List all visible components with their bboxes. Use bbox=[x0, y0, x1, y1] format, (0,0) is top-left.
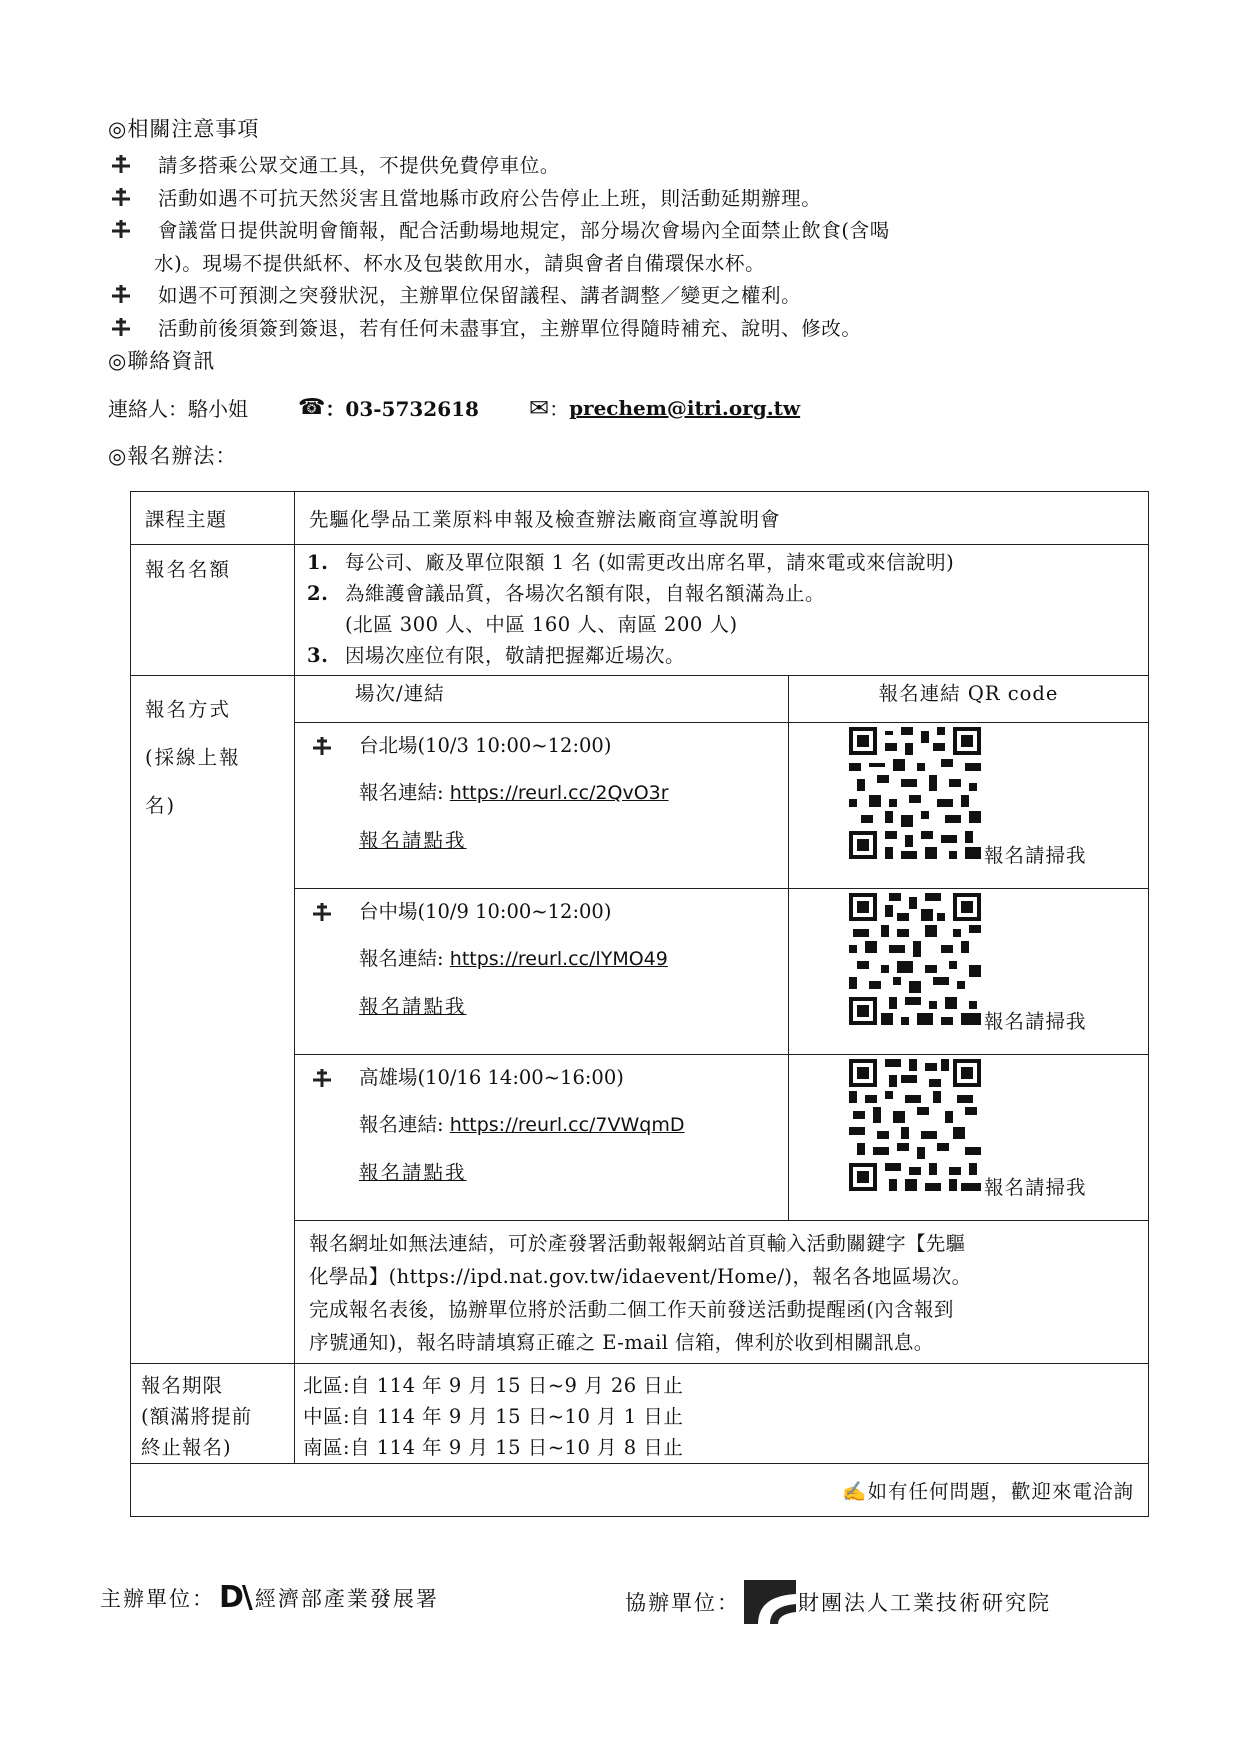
note-item bbox=[110, 313, 1110, 346]
course-name: 先驅化學品工業原料申報及檢查辦法廠商宣導說明會 bbox=[295, 492, 1149, 545]
info-line: 序號通知)，報名時請填寫正確之 E-mail 信箱，俾利於收到相關訊息。 bbox=[309, 1331, 934, 1354]
itri-logo-icon bbox=[744, 1580, 796, 1624]
course-label: 課程主題 bbox=[131, 492, 295, 545]
co-name: 財團法人工業技術研究院 bbox=[798, 1591, 1051, 1615]
scan-to-register-label: 報名請掃我 bbox=[984, 1176, 1087, 1199]
pin-bullet-icon bbox=[311, 1067, 333, 1089]
period-row bbox=[131, 1364, 1149, 1464]
session-url-link[interactable]: https://reurl.cc/7VWqmD bbox=[449, 1114, 685, 1136]
session-name: 台中場(10/9 10:00~12:00) bbox=[359, 900, 612, 923]
note-text: 活動前後須簽到簽退，若有任何未盡事宜，主辦單位得隨時補充、說明、修改。 bbox=[158, 316, 862, 340]
session-cell bbox=[295, 723, 789, 889]
quota-text: 為維護會議品質，各場次名額有限，自報名額滿為止。 bbox=[345, 582, 826, 605]
note-item bbox=[110, 280, 1110, 313]
contact-colon: ： bbox=[549, 397, 570, 421]
period-label-line: (額滿將提前 bbox=[141, 1405, 253, 1428]
qr-cell bbox=[789, 723, 1149, 889]
phone-icon: ☎ bbox=[298, 395, 326, 420]
info-line: 報名網址如無法連結，可於產發署活動報報網站首頁輸入活動關鍵字【先驅 bbox=[309, 1232, 966, 1255]
scan-to-register-label: 報名請掃我 bbox=[984, 844, 1087, 867]
method-header-row bbox=[131, 676, 1149, 723]
host-name: 經濟部產業發展署 bbox=[254, 1586, 439, 1611]
method-label bbox=[131, 676, 295, 1364]
contact-person: 連絡人：駱小姐 bbox=[108, 397, 248, 421]
qr-cell bbox=[789, 1055, 1149, 1221]
period-label-line: 終止報名) bbox=[141, 1436, 232, 1459]
col-qr-header: 報名連結 QR code bbox=[789, 676, 1149, 723]
period-label bbox=[131, 1364, 295, 1464]
registration-table bbox=[130, 491, 1149, 1517]
course-row bbox=[131, 492, 1149, 545]
co-organizer bbox=[625, 1580, 1051, 1624]
note-text: 活動如遇不可抗天然災害且當地縣市政府公告停止上班，則活動延期辦理。 bbox=[158, 186, 822, 210]
quota-item bbox=[295, 547, 1148, 578]
footer-note-row bbox=[131, 1464, 1149, 1517]
contact-phone: ：03-5732618 bbox=[325, 397, 479, 421]
method-label-line: (採線上報 bbox=[145, 746, 241, 769]
note-item bbox=[110, 150, 1110, 183]
qr-code-icon[interactable] bbox=[849, 1059, 981, 1191]
quota-row bbox=[131, 545, 1149, 676]
session-link-line bbox=[359, 1108, 685, 1142]
period-cell bbox=[295, 1364, 1149, 1464]
quota-text: 每公司、廠及單位限額 1 名 (如需更改出席名單，請來電或來信說明) bbox=[345, 551, 955, 574]
period-line: 北區:自 114 年 9 月 15 日~9 月 26 日止 bbox=[303, 1374, 684, 1397]
scan-to-register-label: 報名請掃我 bbox=[984, 1010, 1087, 1033]
method-label-line: 名) bbox=[145, 794, 177, 817]
notes-title: ◎相關注意事項 bbox=[108, 117, 260, 141]
col-session-header: 場次/連結 bbox=[295, 676, 789, 723]
quota-item bbox=[295, 578, 1148, 609]
session-link-line bbox=[359, 942, 668, 976]
session-cell bbox=[295, 889, 789, 1055]
period-line: 南區:自 114 年 9 月 15 日~10 月 8 日止 bbox=[303, 1436, 684, 1459]
pin-bullet-icon bbox=[110, 218, 132, 240]
quota-label: 報名名額 bbox=[131, 545, 295, 676]
note-item bbox=[110, 215, 1110, 248]
pin-bullet-icon bbox=[110, 186, 132, 208]
note-text: 如遇不可預測之突發狀況，主辦單位保留議程、講者調整／變更之權利。 bbox=[158, 284, 802, 307]
link-label: 報名連結: bbox=[359, 1113, 450, 1136]
quota-num: 3. bbox=[307, 644, 329, 667]
session-url-link[interactable]: https://reurl.cc/lYMO49 bbox=[449, 948, 668, 970]
qr-code-icon[interactable] bbox=[849, 727, 981, 859]
pin-bullet-icon bbox=[110, 316, 132, 338]
quota-num: 1. bbox=[307, 551, 329, 574]
click-to-register-link[interactable]: 報名請點我 bbox=[359, 1161, 467, 1184]
notes-list bbox=[110, 150, 1110, 345]
link-label: 報名連結: bbox=[359, 947, 450, 970]
quota-item bbox=[295, 640, 1148, 671]
info-cell bbox=[295, 1221, 1149, 1364]
session-cell bbox=[295, 1055, 789, 1221]
host-label: 主辦單位： bbox=[100, 1586, 215, 1611]
co-label: 協辦單位： bbox=[625, 1591, 740, 1615]
note-text: 會議當日提供說明會簡報，配合活動場地規定，部分場次會場內全面禁止飲食(含喝 bbox=[158, 219, 890, 242]
period-label-line: 報名期限 bbox=[141, 1374, 224, 1397]
registration-title: ◎報名辦法： bbox=[108, 444, 238, 468]
qr-cell bbox=[789, 889, 1149, 1055]
quota-text: 因場次座位有限，敬請把握鄰近場次。 bbox=[345, 644, 686, 667]
note-text: 水)。現場不提供紙杯、杯水及包裝飲用水，請與會者自備環保水杯。 bbox=[154, 251, 766, 275]
session-link-line bbox=[359, 776, 669, 810]
session-name: 台北場(10/3 10:00~12:00) bbox=[359, 734, 612, 757]
quota-text: (北區 300 人、中區 160 人、南區 200 人) bbox=[345, 613, 738, 636]
contact-title: ◎聯絡資訊 bbox=[108, 349, 216, 373]
info-line: 完成報名表後，協辦單位將於活動二個工作天前發送活動提醒函(內含報到 bbox=[309, 1298, 954, 1321]
note-text: 請多搭乘公眾交通工具，不提供免費停車位。 bbox=[158, 154, 561, 177]
footer-note: ✍如有任何問題，歡迎來電洽詢 bbox=[131, 1464, 1149, 1517]
mail-icon: ✉ bbox=[528, 393, 550, 422]
pin-bullet-icon bbox=[110, 153, 132, 175]
contact-row bbox=[108, 393, 800, 422]
info-line: 化學品】(https://ipd.nat.gov.tw/idaevent/Home/)，報名各地區場次。 bbox=[309, 1265, 972, 1288]
session-name: 高雄場(10/16 14:00~16:00) bbox=[359, 1066, 624, 1089]
pin-bullet-icon bbox=[311, 901, 333, 923]
host-organizer bbox=[100, 1580, 439, 1615]
host-logo: D\ bbox=[219, 1580, 251, 1615]
contact-email-link[interactable]: prechem@itri.org.tw bbox=[569, 395, 801, 420]
click-to-register-link[interactable]: 報名請點我 bbox=[359, 829, 467, 852]
period-line: 中區:自 114 年 9 月 15 日~10 月 1 日止 bbox=[303, 1405, 684, 1428]
qr-code-icon[interactable] bbox=[849, 893, 981, 1025]
method-label-line: 報名方式 bbox=[145, 698, 232, 721]
quota-item bbox=[295, 609, 1148, 640]
note-item-continued bbox=[110, 248, 1110, 281]
click-to-register-link[interactable]: 報名請點我 bbox=[359, 995, 467, 1018]
pin-bullet-icon bbox=[311, 735, 333, 757]
pin-bullet-icon bbox=[110, 283, 132, 305]
session-url-link[interactable]: https://reurl.cc/2QvO3r bbox=[449, 782, 669, 804]
quota-num: 2. bbox=[307, 582, 329, 605]
quota-cell bbox=[295, 545, 1149, 676]
note-item bbox=[110, 183, 1110, 216]
link-label: 報名連結: bbox=[359, 781, 450, 804]
